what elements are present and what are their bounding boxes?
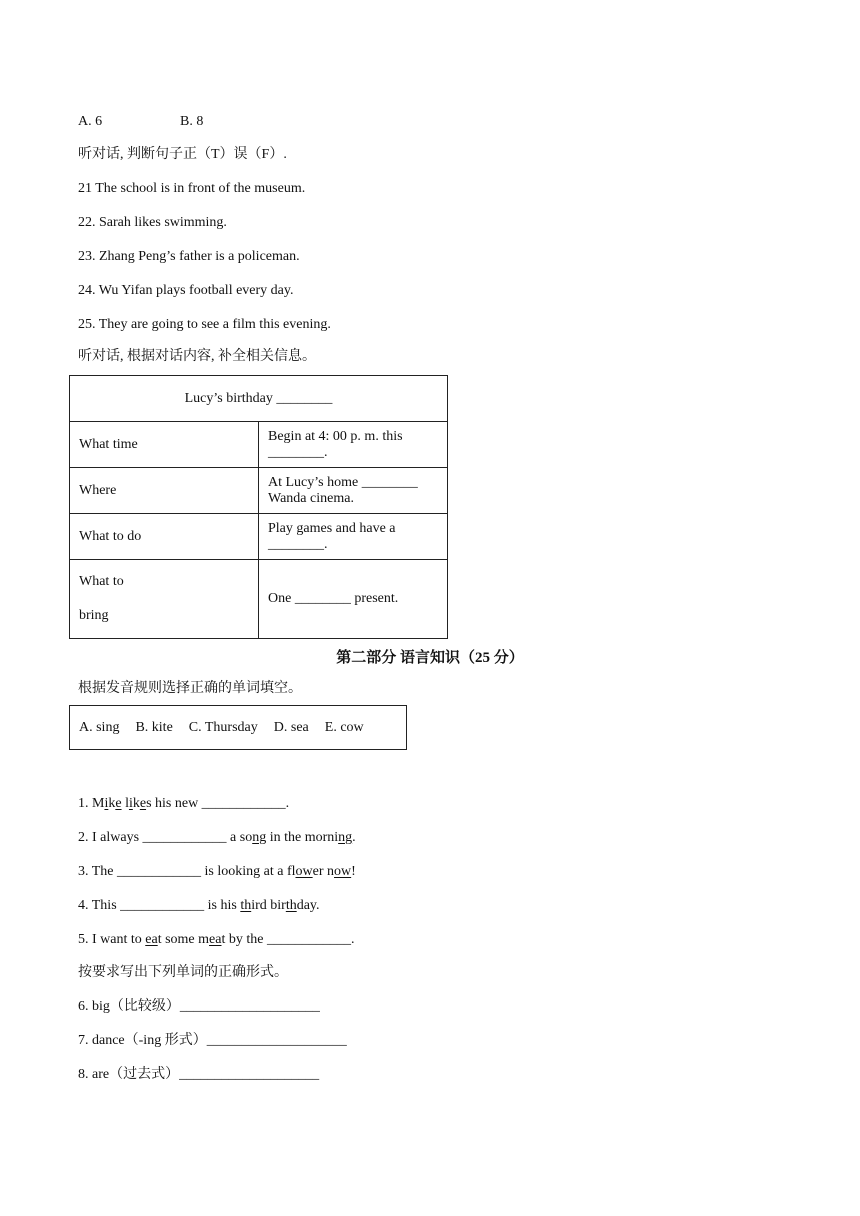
phonics-item-4 [78,897,320,915]
phonics-instruction: 根据发音规则选择正确的单词填空。 [78,681,302,696]
option-b: B. 8 [180,114,204,129]
text-segment: k [108,796,116,811]
underlined-letters: ow [295,864,313,879]
table-row [70,422,448,468]
text-segment: 4. This ____________ is his [78,898,241,913]
row-value: At Lucy’s home ________ Wanda cinema. [259,468,448,514]
table-instruction: 听对话, 根据对话内容, 补全相关信息。 [78,349,316,364]
table-row [70,468,448,514]
row-label: What to do [70,514,259,560]
underlined-letters: ow [334,864,352,879]
word-option: C. Thursday [188,719,258,735]
tf-item-21: 21 The school is in front of the museum. [78,181,306,196]
underlined-letters: ng [252,830,267,845]
underlined-letters: th [240,898,252,913]
table-title: Lucy’s birthday ________ [70,376,448,422]
underlined-letters: ea [209,932,222,947]
text-segment: 3. The ____________ is looking at a fl [78,864,296,879]
underlined-letters: ng [338,830,353,845]
tf-item-23: 23. Zhang Peng’s father is a policeman. [78,249,300,264]
table-title-row [70,376,448,422]
option-a: A. 6 [78,114,103,129]
underlined-letter: e [115,796,122,811]
text-segment: 1. M [78,796,105,811]
text-segment: k [132,796,140,811]
tf-instruction: 听对话, 判断句子正（T）误（F）. [78,147,287,162]
table-row [70,560,448,639]
table-row [70,514,448,560]
forms-item-8: 8. are（过去式）____________________ [78,1067,320,1082]
word-option: B. kite [135,719,173,735]
word-options-box [69,705,407,750]
text-segment: l [121,796,129,811]
text-segment: ird bir [251,898,286,913]
underlined-letter: i [128,796,133,811]
underlined-letter: i [104,796,109,811]
part2-heading: 第二部分 语言知识（25 分） [336,650,524,666]
row-label-line1: What to [79,574,124,589]
row-label: What time [70,422,259,468]
row-label [70,560,259,639]
tf-item-25: 25. They are going to see a film this evening. [78,317,331,332]
phonics-item-5 [78,931,354,949]
row-value: Play games and have a ________. [259,514,448,560]
text-segment: s his new ____________. [146,796,290,811]
phonics-item-2 [78,829,356,847]
birthday-info-table [69,375,448,639]
text-segment: ! [351,864,356,879]
underlined-letter: e [139,796,147,811]
tf-item-22: 22. Sarah likes swimming. [78,215,227,230]
word-option: A. sing [79,719,120,735]
text-segment: 2. I always ____________ a so [78,830,253,845]
word-option: E. cow [324,719,364,735]
word-option: D. sea [273,719,309,735]
row-value: Begin at 4: 00 p. m. this ________. [259,422,448,468]
phonics-item-3 [78,863,356,881]
phonics-item-1 [78,795,289,813]
row-label-line2: bring [79,608,109,623]
text-segment: 5. I want to [78,932,146,947]
text-segment: . [352,830,356,845]
forms-item-7: 7. dance（-ing 形式）____________________ [78,1033,347,1048]
text-segment: day. [296,898,320,913]
text-segment: t some m [157,932,210,947]
row-value: One ________ present. [259,560,448,639]
text-segment: er n [312,864,335,879]
row-label: Where [70,468,259,514]
underlined-letters: ea [145,932,158,947]
forms-item-6: 6. big（比较级）____________________ [78,999,320,1014]
text-segment: in the morni [266,830,339,845]
forms-instruction: 按要求写出下列单词的正确形式。 [78,965,288,980]
tf-item-24: 24. Wu Yifan plays football every day. [78,283,294,298]
underlined-letters: th [285,898,297,913]
text-segment: t by the ____________. [221,932,355,947]
